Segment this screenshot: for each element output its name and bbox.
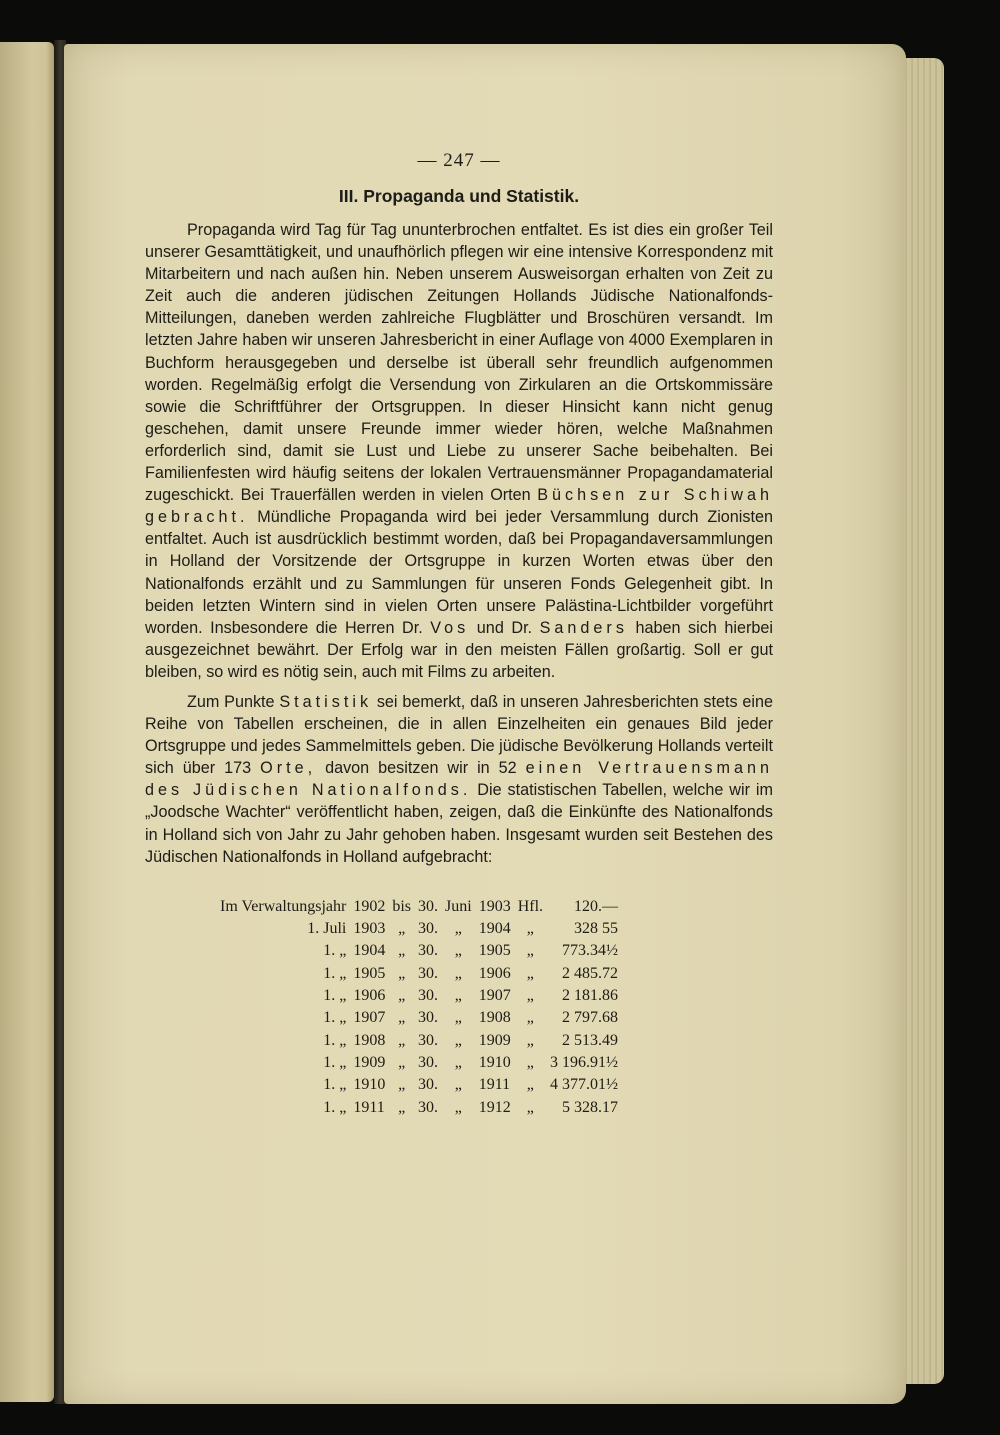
spaced-text: Vos bbox=[430, 618, 470, 637]
bis-cell: „ bbox=[398, 920, 406, 938]
income-table bbox=[220, 896, 625, 1119]
month-cell: „ bbox=[454, 1031, 462, 1049]
spaced-text: Büchsen zur Schiwah gebracht. bbox=[145, 486, 773, 527]
bis-cell: „ bbox=[398, 1031, 406, 1049]
period-label: 1. „ bbox=[323, 1076, 347, 1094]
table-row bbox=[220, 985, 625, 1007]
to-day: 30. bbox=[418, 942, 439, 960]
spaced-text: Statistik bbox=[279, 692, 373, 711]
period-label: 1. „ bbox=[323, 1098, 347, 1116]
table-row bbox=[220, 1074, 625, 1096]
text-run: Die statistischen Tabellen, welche wir im „Joodsche Wachter“ veröffentlicht haben, zeigen, daß die Einkünfte des Nationalfonds in Holland sich von Jahr zu Jahr gehoben haben. Insgesamt wurden seit Bestehen des Jüdischen Nationalfonds in Holland aufgebracht: bbox=[145, 781, 773, 866]
month-cell: „ bbox=[454, 942, 462, 960]
amount-cell: 5 328.17 bbox=[562, 1098, 619, 1116]
text-run: haben sich hierbei ausgezeichnet bewährt. Der Erfolg war in den meisten Fällen großartig. Soll er gut bleiben, so wird es nötig sein, auch mit Films zu arbeiten. bbox=[145, 618, 773, 681]
to-day: 30. bbox=[418, 1009, 439, 1027]
period-label: 1. „ bbox=[323, 1031, 347, 1049]
to-year: 1904 bbox=[478, 920, 511, 938]
from-year: 1908 bbox=[353, 1031, 386, 1049]
text-run: Propaganda wird Tag für Tag ununterbrochen entfaltet. Es ist dies ein großer Teil unserer Gesamttätigkeit, und unaufhörlich pflegen wir eine intensive Korrespondenz mit Mitarbeitern und nach außen hin. Neben unserem Ausweisorgan erhalten von Zeit zu Zeit auch die anderen jüdischen Zeitungen Hollands Jüdische Nationalfonds-Mitteilungen, daneben werden zahlreiche Flugblätter und Broschüren versandt. Im letzten Jahre haben wir unseren Jahresbericht in einer Auflage von 4000 Exemplaren in Buchform herausgegeben und derselbe ist überall sehr freundlich aufgenommen worden. Regelmäßig erfolgt die Versendung von Zirkularen an die Ortskommissäre sowie die Schriftführer der Ortsgruppen. In dieser Hinsicht kann nicht genug geschehen, damit unsere Freunde immer wieder hören, welche Maßnahmen erforderlich sind, damit sie Lust und Liebe zu unserer Sache beibehalten. Bei Familienfesten wird häufig seitens der lokalen Vertrauensmänner Propagandamaterial zugeschickt. Bei Trauerfällen werden in vielen Orten bbox=[145, 221, 773, 505]
currency-cell: „ bbox=[526, 942, 534, 960]
period-label: 1. „ bbox=[323, 987, 347, 1005]
table-row bbox=[220, 1096, 625, 1118]
to-year: 1912 bbox=[478, 1098, 511, 1116]
to-year: 1903 bbox=[478, 897, 511, 915]
table-row bbox=[220, 963, 625, 985]
amount-cell: 328 55 bbox=[574, 920, 619, 938]
from-year: 1907 bbox=[353, 1009, 386, 1027]
to-day: 30. bbox=[418, 1031, 439, 1049]
amount-cell: 3 196.91½ bbox=[550, 1053, 619, 1071]
to-day: 30. bbox=[418, 987, 439, 1005]
currency-cell: „ bbox=[526, 1031, 534, 1049]
period-label: Im Verwaltungsjahr bbox=[220, 897, 347, 915]
period-label: 1. „ bbox=[323, 964, 347, 982]
period-label: 1. „ bbox=[323, 942, 347, 960]
to-day: 30. bbox=[418, 1098, 439, 1116]
month-cell: „ bbox=[454, 1076, 462, 1094]
bis-cell: „ bbox=[398, 987, 406, 1005]
to-year: 1905 bbox=[478, 942, 511, 960]
bis-cell: „ bbox=[398, 1053, 406, 1071]
amount-cell: 4 377.01½ bbox=[550, 1076, 619, 1094]
text-run: Zum Punkte bbox=[187, 692, 280, 711]
from-year: 1911 bbox=[353, 1098, 385, 1116]
table-row bbox=[220, 940, 625, 962]
amount-cell: 2 485.72 bbox=[562, 964, 619, 982]
to-year: 1906 bbox=[478, 964, 511, 982]
to-year: 1908 bbox=[478, 1009, 511, 1027]
section-heading: III. Propaganda und Statistik. bbox=[338, 186, 580, 206]
amount-cell: 120.— bbox=[574, 897, 619, 915]
to-day: 30. bbox=[418, 1076, 439, 1094]
to-day: 30. bbox=[418, 897, 439, 915]
page-content bbox=[145, 150, 773, 1119]
bis-cell: „ bbox=[398, 1009, 406, 1027]
from-year: 1903 bbox=[353, 920, 386, 938]
to-year: 1911 bbox=[478, 1076, 511, 1094]
month-cell: „ bbox=[454, 964, 462, 982]
table-row bbox=[220, 1052, 625, 1074]
to-day: 30. bbox=[418, 964, 439, 982]
table-row bbox=[220, 1007, 625, 1029]
month-cell: „ bbox=[454, 1098, 462, 1116]
text-run: sei bemerkt, daß in unseren Jahresberichten stets eine Reihe von Tabellen erscheinen, die in allen Einzelheiten ein genaues Bild jeder Ortsgruppe und jedes Sammelmittels geben. Die jüdische Bevölkerung Hollands verteilt sich über 173 bbox=[145, 692, 773, 778]
paragraph-propaganda bbox=[145, 219, 773, 683]
to-year: 1909 bbox=[478, 1031, 511, 1049]
spaced-text: einen Vertrauensmann des Jüdischen Nationalfonds. bbox=[145, 759, 774, 800]
table-row bbox=[220, 918, 625, 940]
month-cell: „ bbox=[454, 920, 462, 938]
from-year: 1906 bbox=[353, 987, 386, 1005]
table-row bbox=[220, 1030, 625, 1052]
currency-cell: „ bbox=[526, 920, 534, 938]
currency-cell: Hfl. bbox=[517, 897, 544, 915]
spaced-text: Orte, bbox=[260, 759, 317, 778]
bis-cell: „ bbox=[398, 1076, 406, 1094]
period-label: 1. „ bbox=[323, 1053, 347, 1071]
currency-cell: „ bbox=[526, 964, 534, 982]
amount-cell: 773.34½ bbox=[562, 942, 619, 960]
to-day: 30. bbox=[418, 920, 439, 938]
from-year: 1902 bbox=[353, 897, 386, 915]
bis-cell: „ bbox=[398, 964, 406, 982]
currency-cell: „ bbox=[526, 1098, 534, 1116]
currency-cell: „ bbox=[526, 987, 534, 1005]
text-run: Mündliche Propaganda wird bei jeder Versammlung durch Zionisten entfaltet. Auch ist ausdrücklich bestimmt worden, daß bei Propagandaversammlungen in Holland der Vorsitzende der Ortsgruppe in kurzen Worten etwas über den Nationalfonds erzählt und zu Sammlungen für unseren Fonds Gelegenheit gibt. In beiden letzten Wintern sind in vielen Orten unsere Palästina-Lichtbilder vorgeführt worden. Insbesondere die Herren Dr. bbox=[145, 508, 773, 637]
table-row bbox=[220, 896, 625, 918]
from-year: 1905 bbox=[353, 964, 386, 982]
to-year: 1910 bbox=[478, 1053, 511, 1071]
month-cell: „ bbox=[454, 987, 462, 1005]
from-year: 1909 bbox=[353, 1053, 386, 1071]
month-cell: „ bbox=[454, 1053, 462, 1071]
amount-cell: 2 181.86 bbox=[562, 987, 619, 1005]
text-run: davon besitzen wir in 52 bbox=[316, 759, 526, 778]
bis-cell: bis bbox=[392, 897, 412, 915]
currency-cell: „ bbox=[526, 1053, 534, 1071]
page-number: — 247 — bbox=[417, 150, 501, 171]
period-label: 1. Juli bbox=[307, 920, 347, 938]
bis-cell: „ bbox=[398, 1098, 406, 1116]
left-page-edge bbox=[0, 42, 54, 1402]
spaced-text: Sanders bbox=[539, 618, 628, 637]
bis-cell: „ bbox=[398, 942, 406, 960]
month-cell: Juni bbox=[445, 897, 472, 915]
currency-cell: „ bbox=[526, 1009, 534, 1027]
to-day: 30. bbox=[418, 1053, 439, 1071]
currency-cell: „ bbox=[526, 1076, 534, 1094]
amount-cell: 2 797.68 bbox=[562, 1009, 619, 1027]
month-cell: „ bbox=[454, 1009, 462, 1027]
text-run: und Dr. bbox=[469, 618, 540, 637]
to-year: 1907 bbox=[478, 987, 511, 1005]
amount-cell: 2 513.49 bbox=[562, 1031, 619, 1049]
from-year: 1904 bbox=[353, 942, 386, 960]
from-year: 1910 bbox=[353, 1076, 386, 1094]
period-label: 1. „ bbox=[323, 1009, 347, 1027]
paragraph-statistik bbox=[145, 691, 773, 868]
